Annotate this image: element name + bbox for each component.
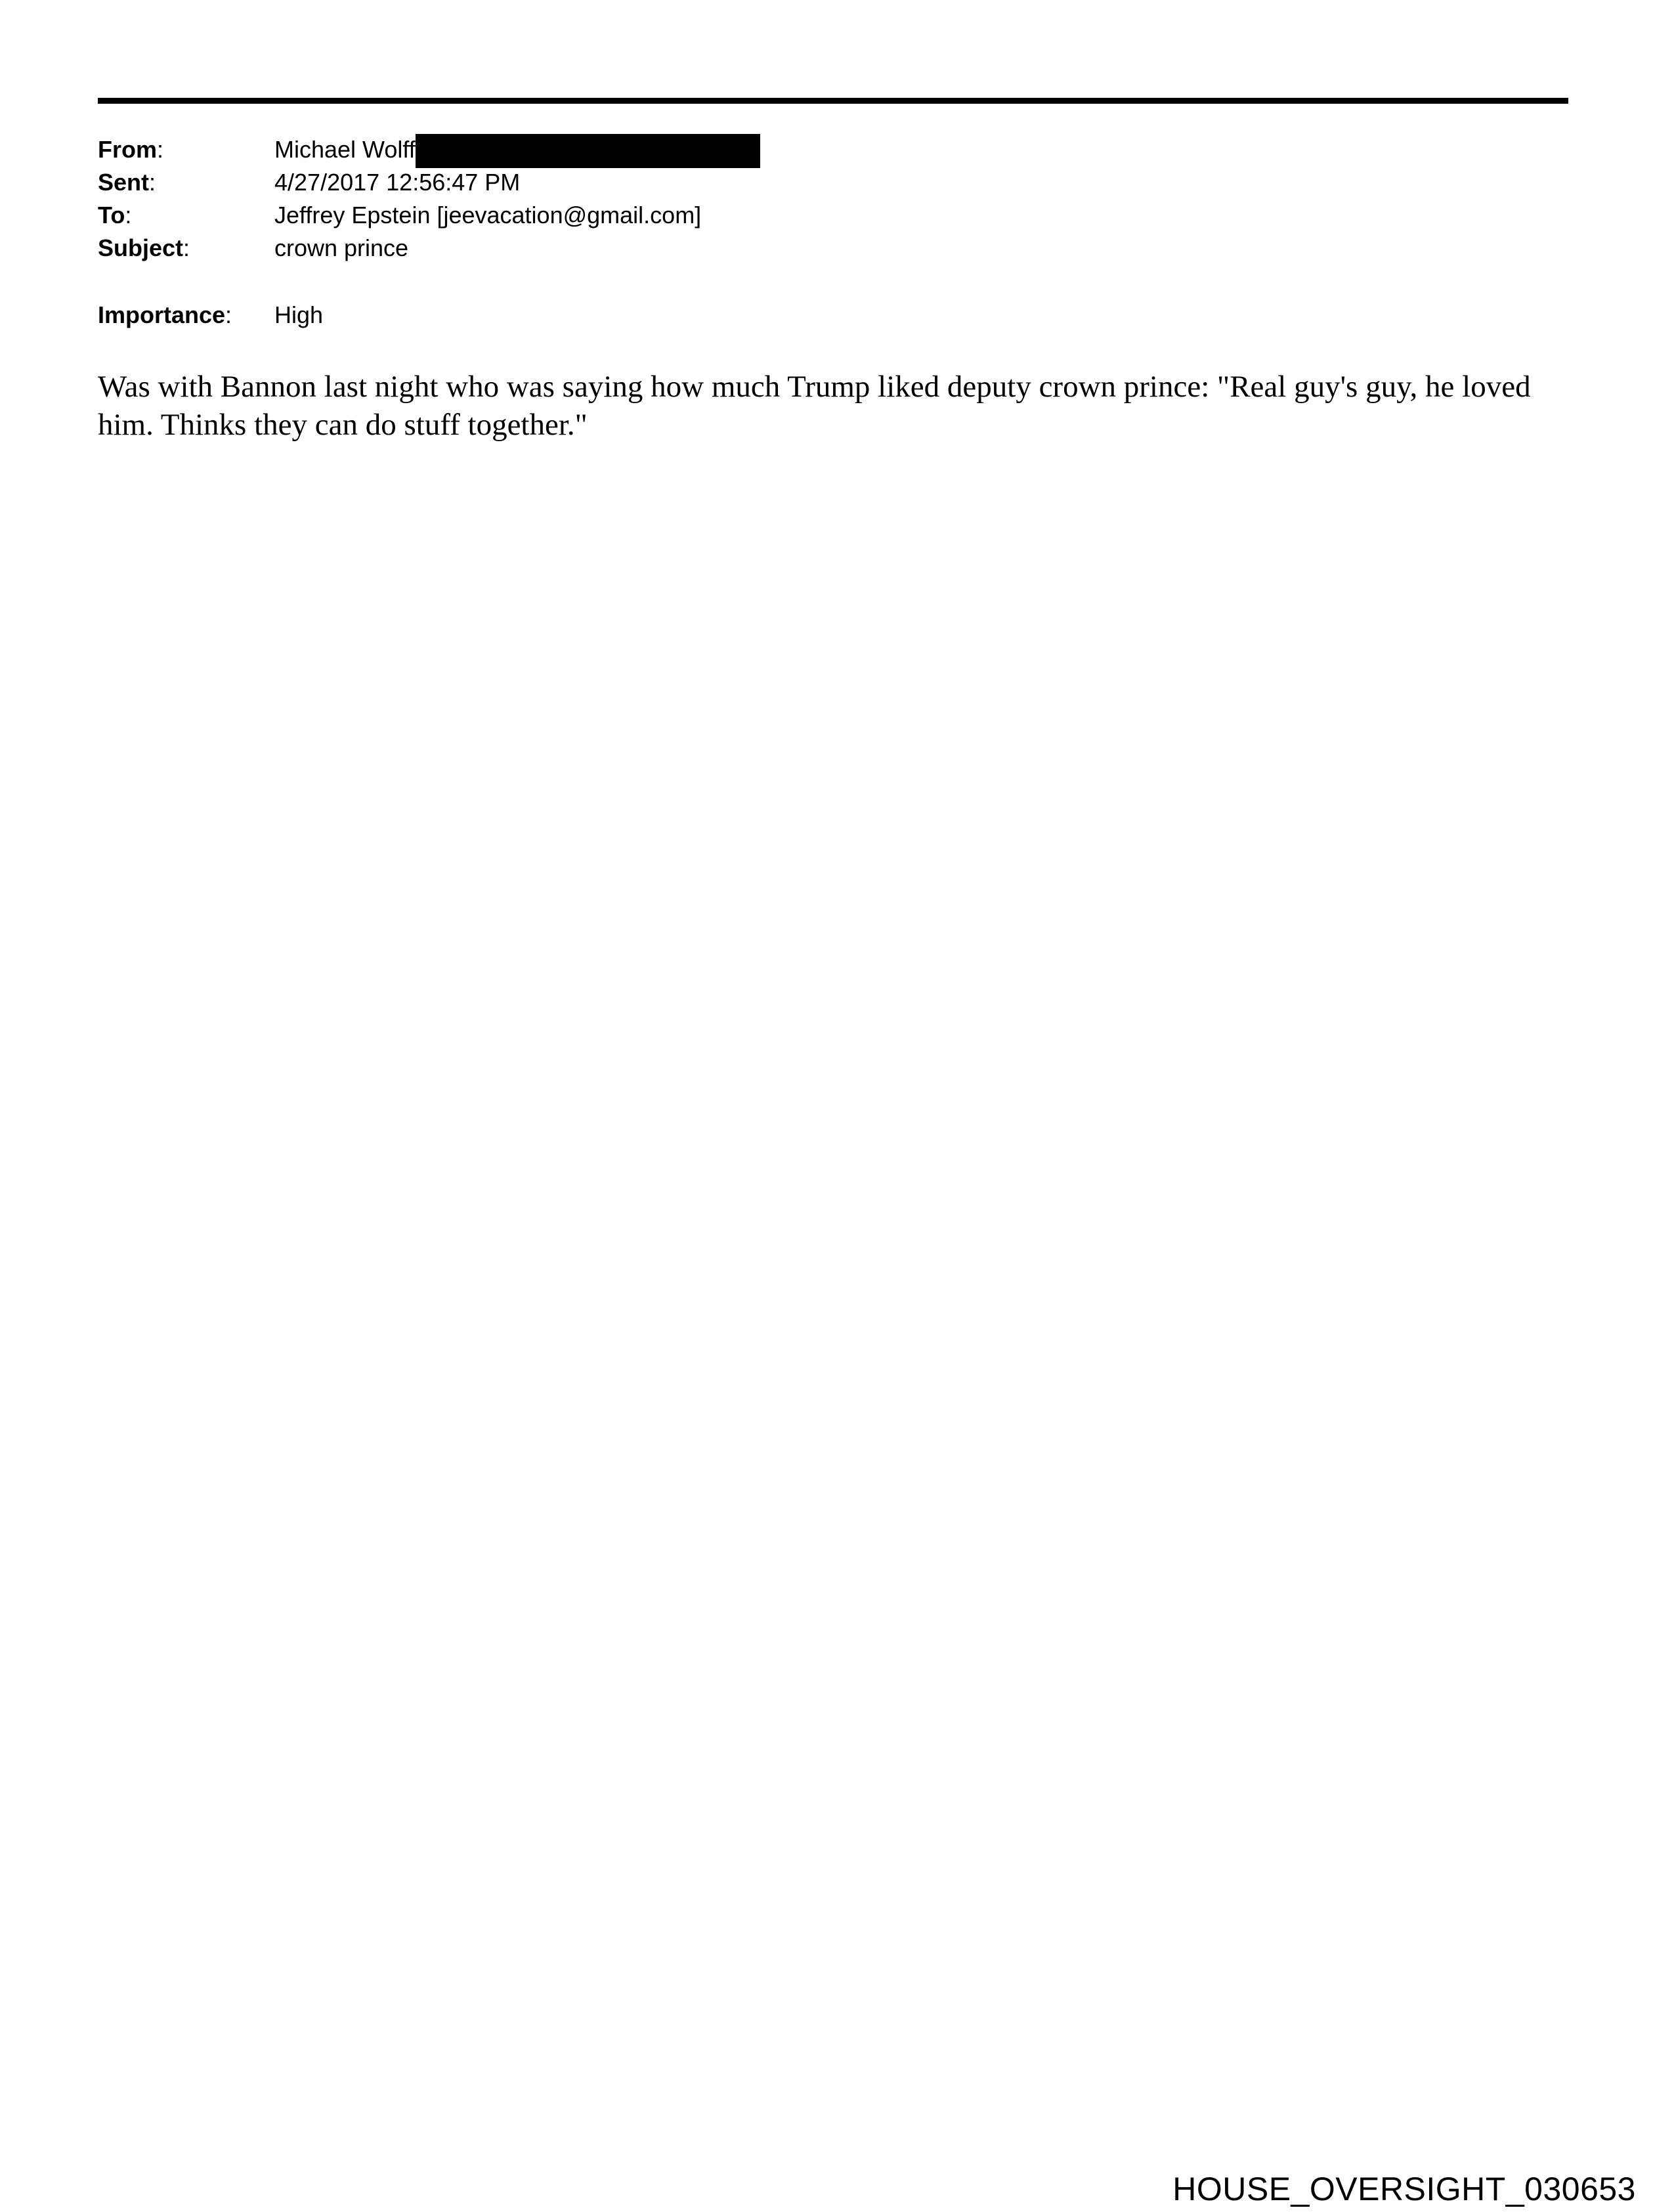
redaction-block (416, 134, 760, 168)
to-value: Jeffrey Epstein [jeevacation@gmail.com] (274, 202, 702, 228)
sent-label: Sent: (98, 169, 156, 196)
importance-value: High (274, 301, 324, 328)
to-label: To: (98, 202, 132, 228)
subject-value: crown prince (274, 234, 409, 261)
header-divider (98, 98, 1568, 104)
email-body: Was with Bannon last night who was saying how much Trump liked deputy crown prince: "Real guy's guy, he loved him. Thinks they can do stuff together." (98, 370, 1531, 442)
sent-value: 4/27/2017 12:56:47 PM (274, 169, 521, 196)
from-value: Michael Wolff (274, 133, 760, 168)
subject-label: Subject: (98, 234, 190, 261)
bates-number: HOUSE_OVERSIGHT_030653 (1172, 2171, 1636, 2207)
importance-label: Importance: (98, 301, 232, 328)
from-label: From: (98, 136, 164, 163)
